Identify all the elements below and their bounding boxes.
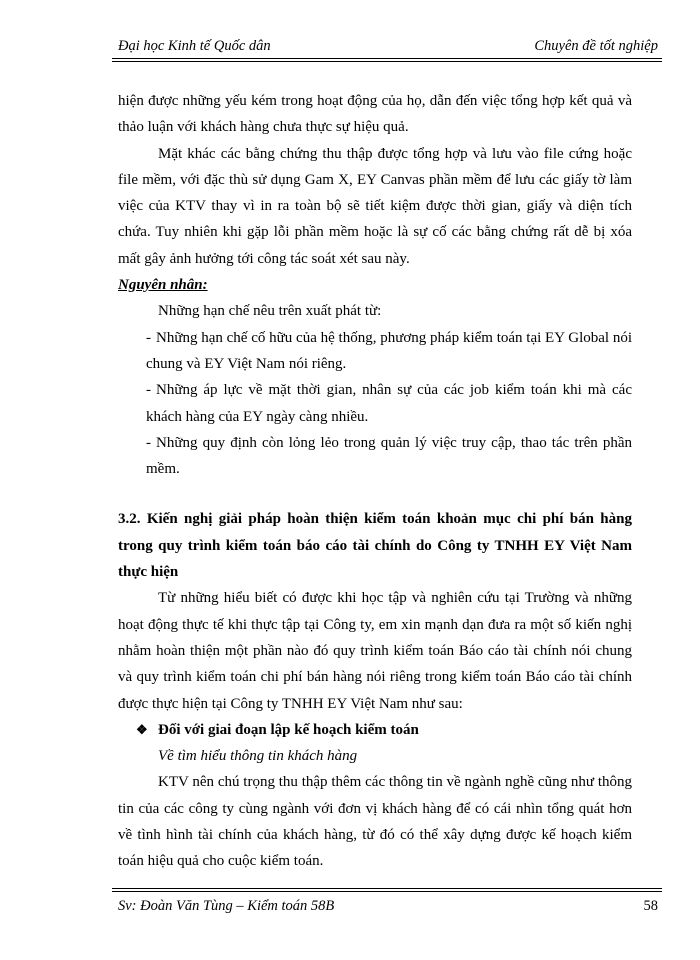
header-rule: [112, 58, 662, 62]
dash-bullet: -: [146, 382, 151, 399]
page-number: 58: [643, 898, 658, 914]
cause-item-3: Những quy định còn lỏng lẻo trong quản lý việc truy cập, thao tác trên phần mềm.: [146, 434, 632, 478]
dash-bullet: -: [146, 434, 151, 451]
cause-heading: [118, 272, 632, 298]
paragraph-evidence-storage: Mặt khác các bằng chứng thu thập được tổng hợp và lưu vào file cứng hoặc file mềm, với đặc thù sử dụng Gam X, EY Canvas phần mềm để lưu các giấy tờ làm việc của KTV thay vì in ra toàn bộ sẽ tiết kiệm được thời gian, giấy và diện tích chứa. Tuy nhiên khi gặp lỗi phần mềm hoặc là sự cố các bằng chứng rất dễ bị xóa mất gây ảnh hưởng tới công tác soát xét sau này.: [118, 145, 632, 267]
list-item: [118, 325, 632, 378]
subsection-italic-heading: Về tìm hiểu thông tin khách hàng: [158, 748, 358, 765]
cause-intro: Những hạn chế nêu trên xuất phát từ:: [158, 303, 382, 320]
paragraph-continuation: hiện được những yếu kém trong hoạt động của họ, dẫn đến việc tổng hợp kết quả và thảo luận với khách hàng chưa thực sự hiệu quả.: [118, 93, 632, 136]
page-body: [118, 88, 632, 875]
subsection-heading: [118, 717, 632, 743]
header-university: Đại học Kinh tế Quốc dân: [118, 38, 271, 54]
paragraph-client-info: KTV nên chú trọng thu thập thêm các thông tin về ngành nghề cũng như thông tin của các công ty cùng ngành với đơn vị khách hàng để có cái nhìn tổng quát hơn về tình hình tài chính của khách hàng, từ đó có thể xây dựng được kế hoạch kiểm toán hiệu quả cho cuộc kiểm toán.: [118, 774, 632, 870]
diamond-bullet-icon: ❖: [136, 721, 148, 737]
dash-bullet: -: [146, 329, 151, 346]
cause-item-2: Những áp lực về mặt thời gian, nhân sự của các job kiểm toán khi mà các khách hàng của EY ngày càng nhiều.: [146, 382, 632, 425]
section-title: 3.2. Kiến nghị giải pháp hoàn thiện kiểm toán khoản mục chi phí bán hàng trong quy trình kiểm toán báo cáo tài chính do Công ty TNHH EY Việt Nam thực hiện: [118, 511, 632, 581]
header-document-type: Chuyên đề tốt nghiệp: [534, 38, 658, 54]
list-item: [118, 430, 632, 483]
list-item: [118, 377, 632, 430]
paragraph-recommendations-intro: Từ những hiểu biết có được khi học tập và nghiên cứu tại Trường và những hoạt động thực tế khi thực tập tại Công ty, em xin mạnh dạn đưa ra một số kiến nghị nhằm hoàn thiện một phần nào đó quy trình kiểm toán Báo cáo tài chính nói chung và quy trình kiểm toán chi phí bán hàng nói riêng trong kiểm toán Báo cáo tài chính được thực hiện tại Công ty TNHH EY Việt Nam như sau:: [118, 590, 632, 712]
footer-rule: [112, 888, 662, 892]
cause-heading-label: Nguyên nhân:: [118, 277, 208, 294]
cause-item-1: Những hạn chế cố hữu của hệ thống, phương pháp kiểm toán tại EY Global nói chung và EY Việt Nam nói riêng.: [146, 329, 632, 372]
footer-author: Sv: Đoàn Văn Tùng – Kiểm toán 58B: [118, 898, 335, 914]
subsection-heading-text: Đối với giai đoạn lập kế hoạch kiểm toán: [158, 721, 419, 738]
